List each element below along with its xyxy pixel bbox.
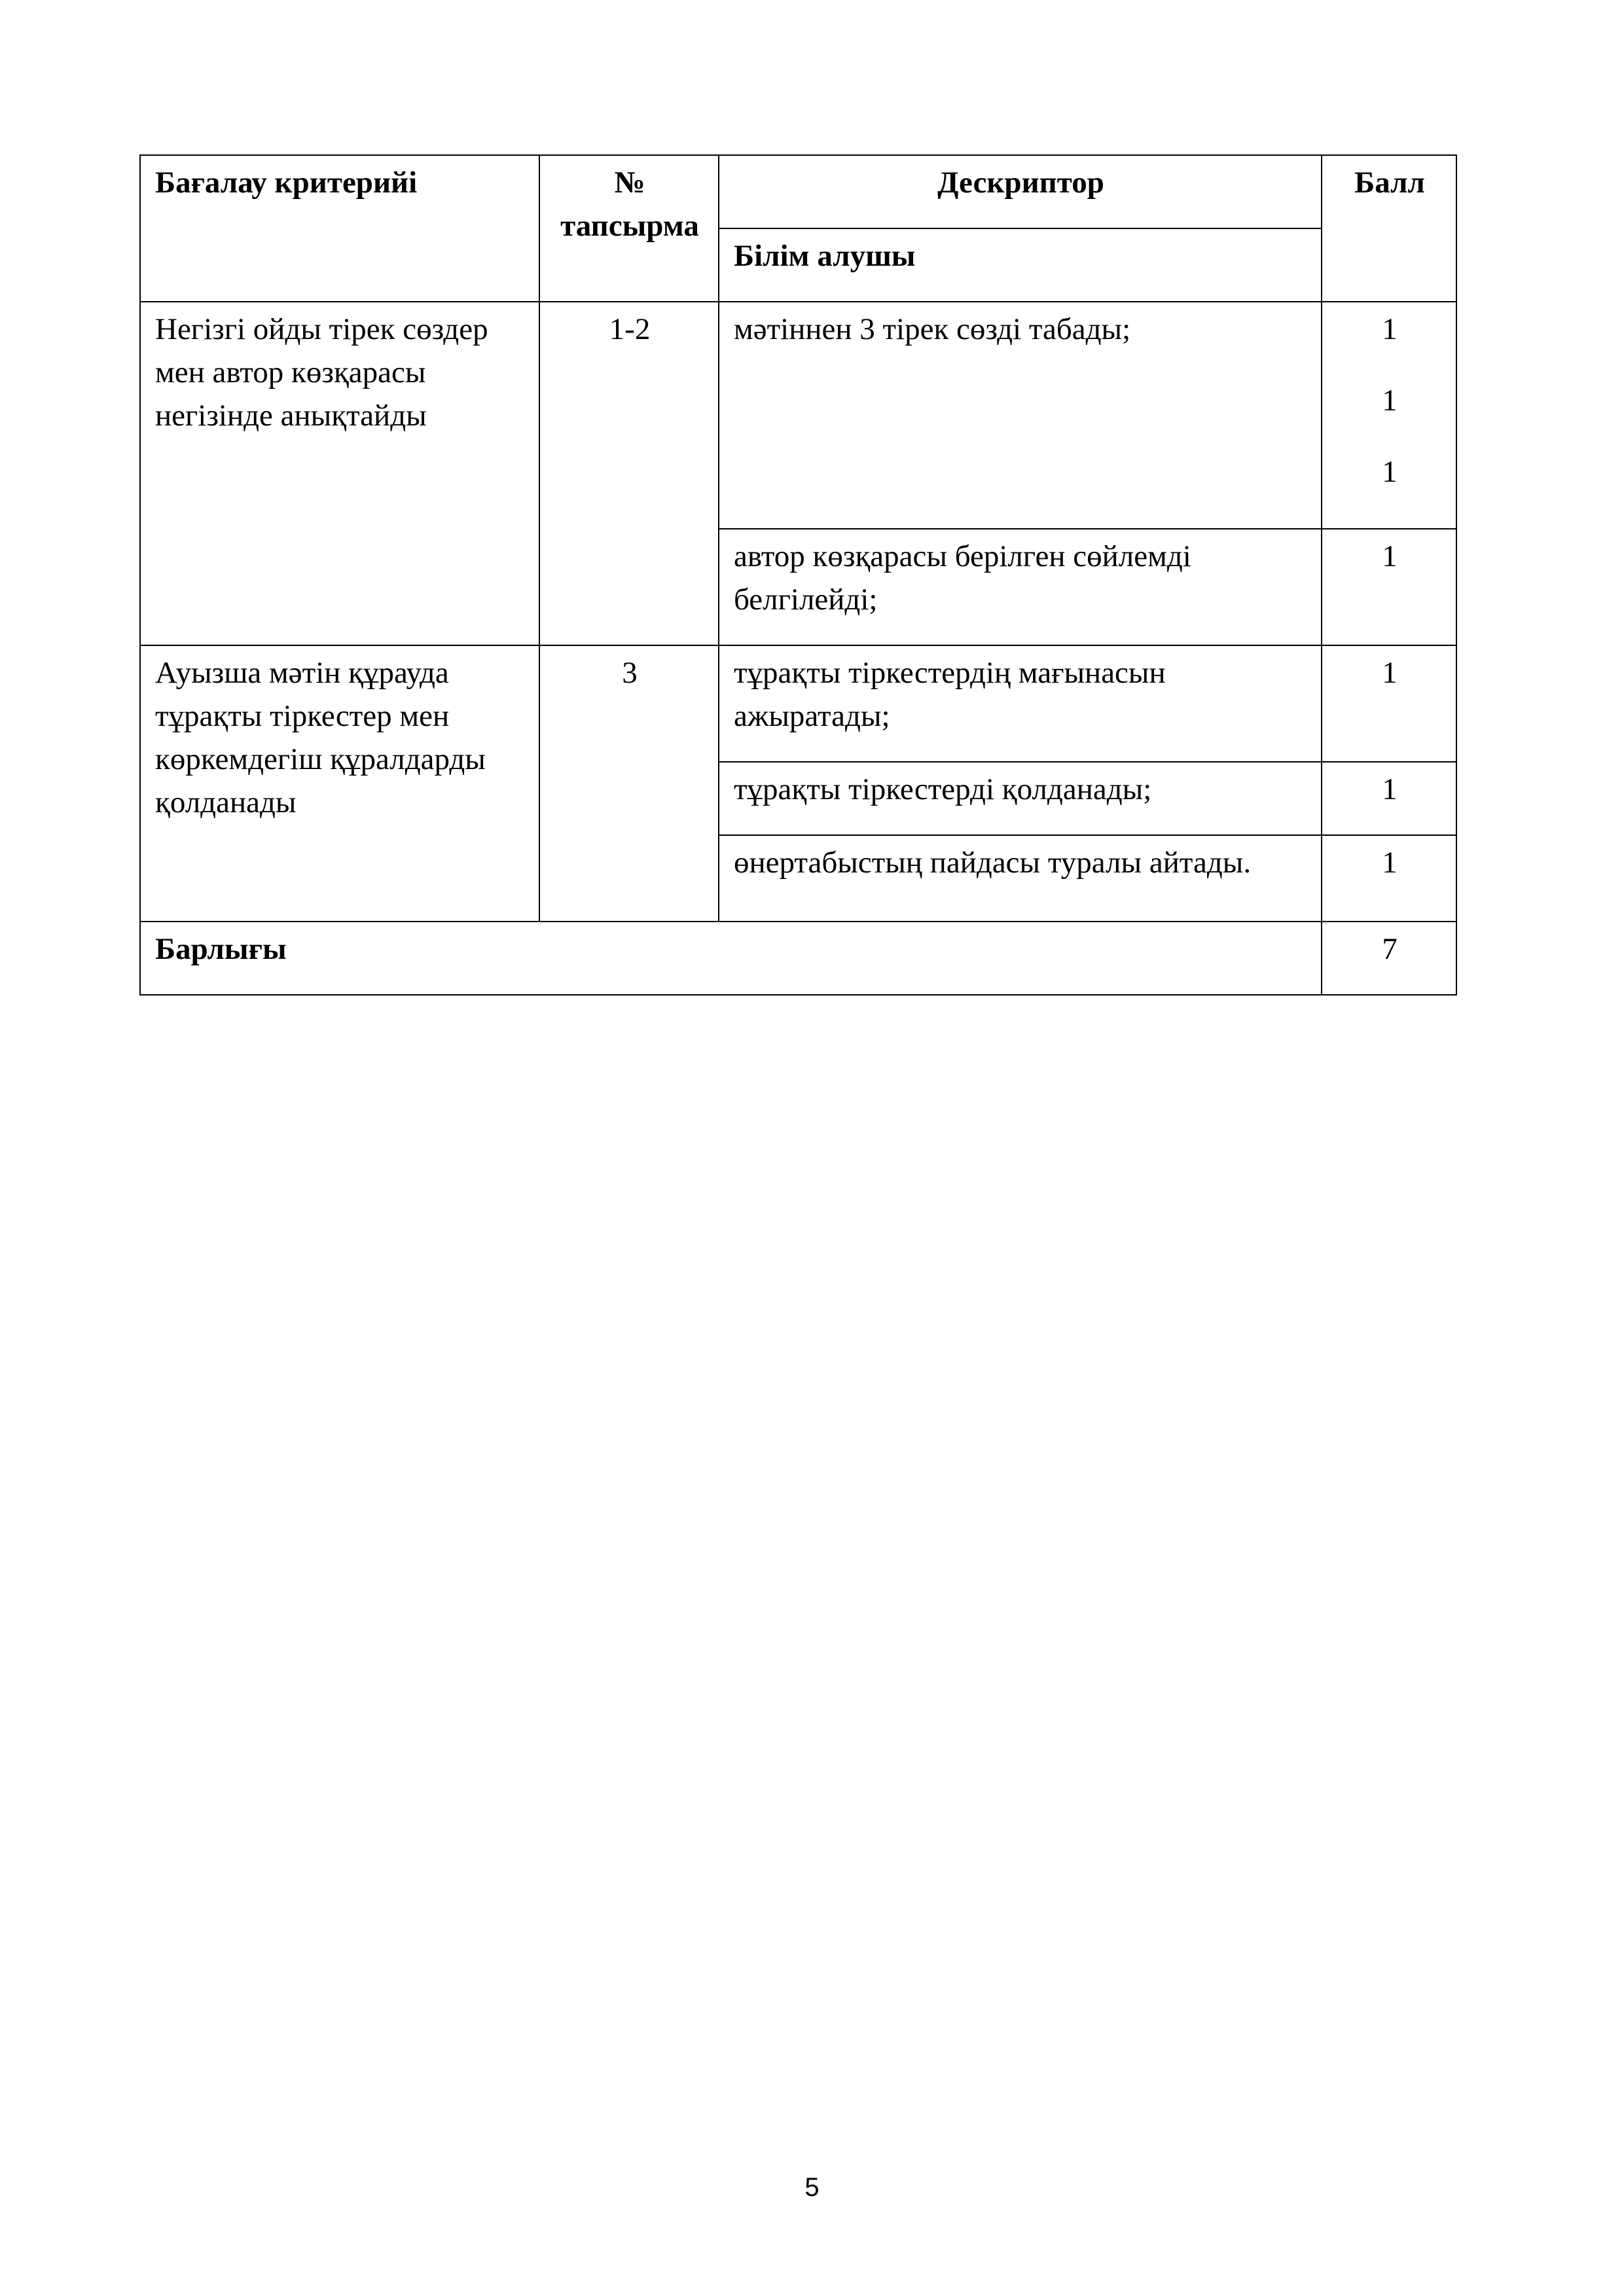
header-criterion: Бағалау критерийі: [140, 155, 539, 302]
task-number-cell: 1-2: [539, 302, 719, 645]
points-value: 1: [1382, 384, 1398, 418]
header-points: Балл: [1322, 155, 1456, 302]
task-number-cell: 3: [539, 645, 719, 922]
points-cell: 1: [1322, 835, 1456, 922]
page-number: 5: [804, 2173, 820, 2202]
table-row: [140, 645, 1456, 762]
criterion-cell: Ауызша мәтін құрауда тұрақты тіркестер мен көркемдегіш құралдарды қолданады: [140, 645, 539, 922]
descriptor-cell: автор көзқарасы берілген сөйлемді белгілейді;: [719, 529, 1322, 645]
points-cell: 1: [1322, 529, 1456, 645]
points-value: 1: [1382, 455, 1398, 489]
descriptor-cell: мәтіннен 3 тірек сөзді табады;: [719, 302, 1322, 529]
header-row: [140, 155, 1456, 228]
points-cell: 1: [1322, 645, 1456, 762]
descriptor-cell: тұрақты тіркестердің мағынасын ажыратады;: [719, 645, 1322, 762]
points-cell: [1322, 302, 1456, 529]
points-value: 1: [1382, 312, 1398, 346]
header-descriptor: Дескриптор: [719, 155, 1322, 228]
criterion-cell: Негізгі ойды тірек сөздер мен автор көзқарасы негізінде анықтайды: [140, 302, 539, 645]
assessment-rubric-table: [139, 154, 1457, 996]
total-row: [140, 922, 1456, 995]
descriptor-cell: тұрақты тіркестерді қолданады;: [719, 762, 1322, 835]
points-cell: 1: [1322, 762, 1456, 835]
header-task-number: № тапсырма: [539, 155, 719, 302]
total-label: Барлығы: [140, 922, 1322, 995]
total-value: 7: [1322, 922, 1456, 995]
descriptor-cell: өнертабыстың пайдасы туралы айтады.: [719, 835, 1322, 922]
table-row: [140, 302, 1456, 529]
header-learner: Білім алушы: [719, 228, 1322, 302]
